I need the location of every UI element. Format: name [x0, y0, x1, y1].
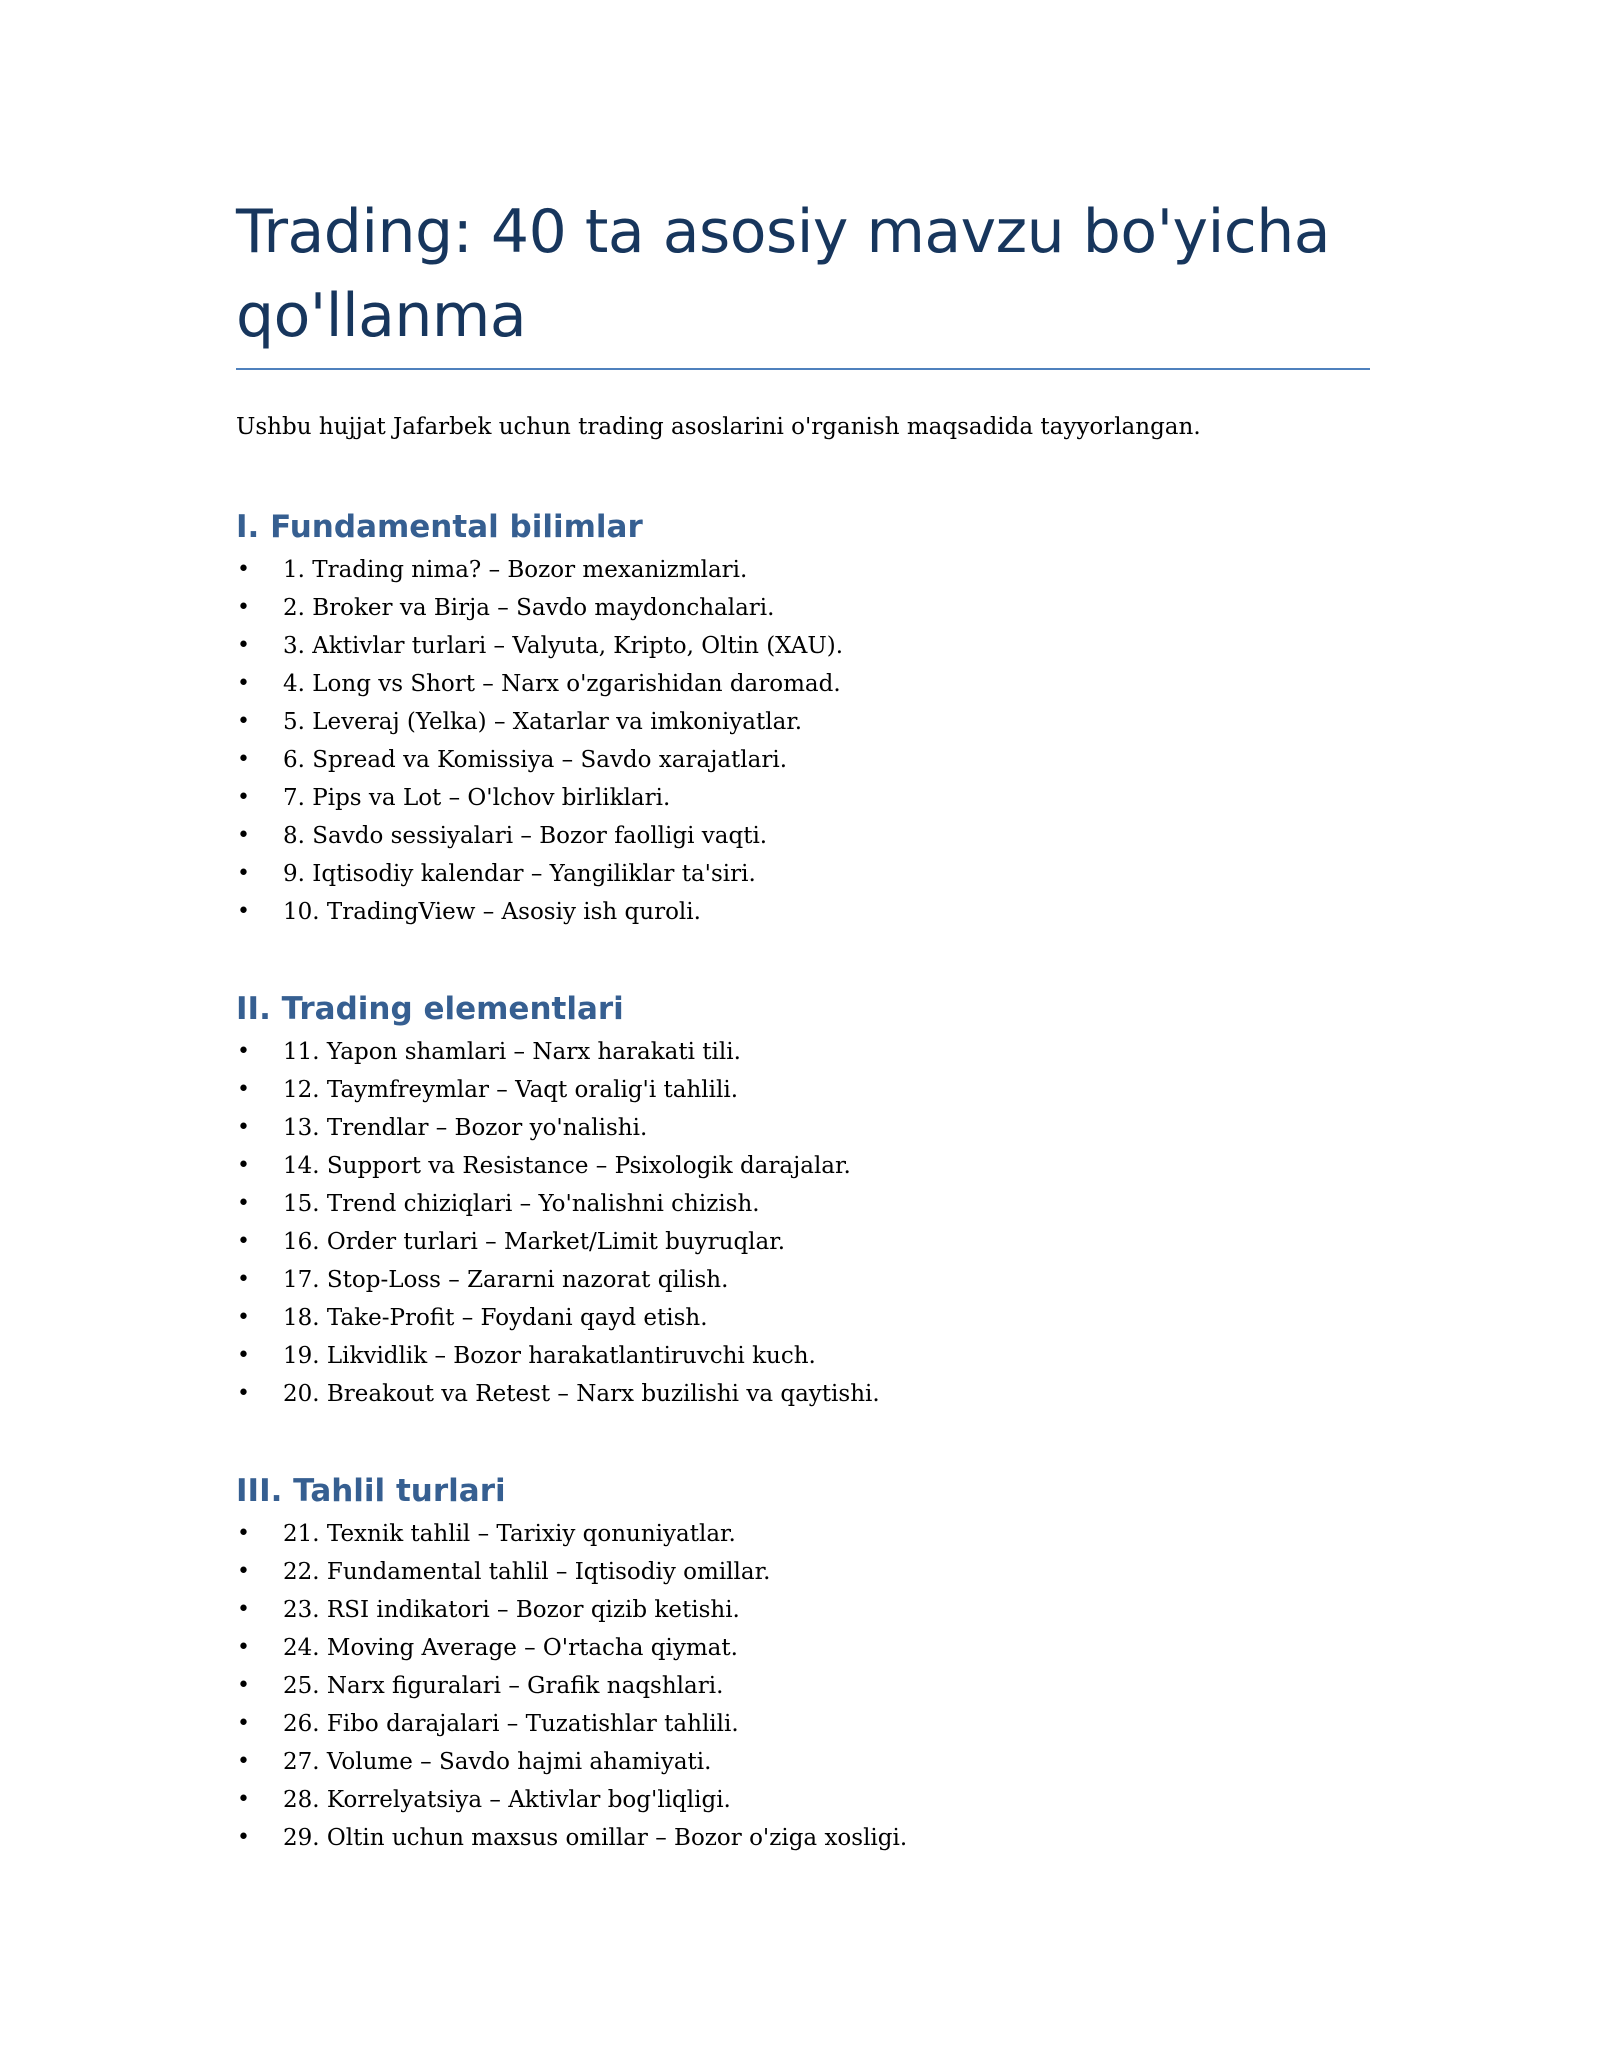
bullet-icon: • — [237, 1077, 250, 1102]
bullet-icon: • — [237, 1115, 250, 1140]
list-item — [236, 1781, 1370, 1819]
list-item-text: 10. TradingView – Asosiy ish quroli. — [283, 899, 701, 925]
list-item-text: 26. Fibo darajalari – Tuzatishlar tahlili. — [283, 1711, 739, 1737]
section — [236, 507, 1370, 931]
list-item — [236, 1705, 1370, 1743]
bullet-icon: • — [237, 1267, 250, 1292]
section-heading: III. Tahlil turlari — [236, 1473, 506, 1509]
bullet-list — [236, 551, 1370, 931]
list-item-text: 13. Trendlar – Bozor yo'nalishi. — [283, 1115, 648, 1141]
bullet-icon: • — [237, 861, 250, 886]
list-item — [236, 893, 1370, 931]
bullet-icon: • — [237, 899, 250, 924]
bullet-icon: • — [237, 823, 250, 848]
list-item-text: 6. Spread va Komissiya – Savdo xarajatlari. — [283, 747, 788, 773]
bullet-icon: • — [237, 1229, 250, 1254]
list-item — [236, 589, 1370, 627]
list-item-text: 4. Long vs Short – Narx o'zgarishidan daromad. — [283, 671, 841, 697]
list-item — [236, 1515, 1370, 1553]
list-item — [236, 1337, 1370, 1375]
list-item-text: 16. Order turlari – Market/Limit buyruqlar. — [283, 1229, 786, 1255]
list-item-text: 9. Iqtisodiy kalendar – Yangiliklar ta'siri. — [283, 861, 756, 887]
list-item — [236, 1667, 1370, 1705]
list-item — [236, 1743, 1370, 1781]
list-item — [236, 779, 1370, 817]
list-item-text: 18. Take-Profit – Foydani qayd etish. — [283, 1305, 708, 1331]
bullet-list — [236, 1033, 1370, 1413]
bullet-icon: • — [237, 1559, 250, 1584]
list-item — [236, 855, 1370, 893]
list-item — [236, 1553, 1370, 1591]
list-item — [236, 1629, 1370, 1667]
bullet-icon: • — [237, 633, 250, 658]
list-item — [236, 1033, 1370, 1071]
list-item-text: 21. Texnik tahlil – Tarixiy qonuniyatlar. — [283, 1521, 736, 1547]
bullet-icon: • — [237, 1825, 250, 1850]
section — [236, 1471, 1370, 1857]
bullet-icon: • — [237, 1597, 250, 1622]
list-item-text: 27. Volume – Savdo hajmi ahamiyati. — [283, 1749, 712, 1775]
bullet-icon: • — [237, 709, 250, 734]
bullet-icon: • — [237, 1711, 250, 1736]
list-item-text: 11. Yapon shamlari – Narx harakati tili. — [283, 1039, 741, 1065]
bullet-icon: • — [237, 1635, 250, 1660]
list-item-text: 29. Oltin uchun maxsus omillar – Bozor o'ziga xosligi. — [283, 1825, 908, 1851]
list-item-text: 19. Likvidlik – Bozor harakatlantiruvchi kuch. — [283, 1343, 816, 1369]
list-item-text: 14. Support va Resistance – Psixologik darajalar. — [283, 1153, 851, 1179]
list-item-text: 17. Stop-Loss – Zararni nazorat qilish. — [283, 1267, 729, 1293]
bullet-icon: • — [237, 1039, 250, 1064]
title-divider — [236, 368, 1370, 370]
list-item — [236, 1185, 1370, 1223]
sections-container — [236, 507, 1370, 1857]
document-page — [236, 190, 1370, 1857]
bullet-icon: • — [237, 1787, 250, 1812]
list-item-text: 1. Trading nima? – Bozor mexanizmlari. — [283, 557, 748, 583]
list-item-text: 2. Broker va Birja – Savdo maydonchalari. — [283, 595, 775, 621]
list-item — [236, 1261, 1370, 1299]
list-item-text: 24. Moving Average – O'rtacha qiymat. — [283, 1635, 738, 1661]
list-item — [236, 1109, 1370, 1147]
list-item — [236, 703, 1370, 741]
bullet-icon: • — [237, 1381, 250, 1406]
list-item — [236, 817, 1370, 855]
list-item-text: 12. Taymfreymlar – Vaqt oralig'i tahlili. — [283, 1077, 739, 1103]
list-item-text: 3. Aktivlar turlari – Valyuta, Kripto, Oltin (XAU). — [283, 633, 844, 659]
list-item-text: 15. Trend chiziqlari – Yo'nalishni chizish. — [283, 1191, 760, 1217]
list-item — [236, 741, 1370, 779]
bullet-icon: • — [237, 1521, 250, 1546]
bullet-icon: • — [237, 785, 250, 810]
list-item-text: 8. Savdo sessiyalari – Bozor faolligi vaqti. — [283, 823, 768, 849]
bullet-icon: • — [237, 1749, 250, 1774]
bullet-icon: • — [237, 1673, 250, 1698]
bullet-icon: • — [237, 671, 250, 696]
list-item — [236, 627, 1370, 665]
intro-paragraph: Ushbu hujjat Jafarbek uchun trading asoslarini o'rganish maqsadida tayyorlangan. — [236, 414, 1201, 440]
list-item-text: 20. Breakout va Retest – Narx buzilishi va qaytishi. — [283, 1381, 880, 1407]
bullet-icon: • — [237, 1305, 250, 1330]
list-item — [236, 1299, 1370, 1337]
list-item — [236, 1223, 1370, 1261]
bullet-icon: • — [237, 1153, 250, 1178]
section-heading: I. Fundamental bilimlar — [236, 509, 643, 545]
bullet-icon: • — [237, 747, 250, 772]
list-item-text: 7. Pips va Lot – O'lchov birliklari. — [283, 785, 671, 811]
bullet-icon: • — [237, 1191, 250, 1216]
list-item-text: 22. Fundamental tahlil – Iqtisodiy omillar. — [283, 1559, 771, 1585]
list-item-text: 25. Narx figuralari – Grafik naqshlari. — [283, 1673, 724, 1699]
list-item-text: 5. Leveraj (Yelka) – Xatarlar va imkoniyatlar. — [283, 709, 803, 735]
list-item-text: 28. Korrelyatsiya – Aktivlar bog'liqligi. — [283, 1787, 731, 1813]
list-item — [236, 1147, 1370, 1185]
section-heading: II. Trading elementlari — [236, 991, 624, 1027]
list-item — [236, 665, 1370, 703]
list-item — [236, 1375, 1370, 1413]
list-item — [236, 1819, 1370, 1857]
list-item — [236, 1591, 1370, 1629]
section — [236, 989, 1370, 1413]
document-title: Trading: 40 ta asosiy mavzu bo'yicha qo'llanma — [236, 197, 1331, 351]
bullet-icon: • — [237, 595, 250, 620]
list-item-text: 23. RSI indikatori – Bozor qizib ketishi. — [283, 1597, 740, 1623]
list-item — [236, 1071, 1370, 1109]
bullet-icon: • — [237, 557, 250, 582]
bullet-icon: • — [237, 1343, 250, 1368]
bullet-list — [236, 1515, 1370, 1857]
list-item — [236, 551, 1370, 589]
